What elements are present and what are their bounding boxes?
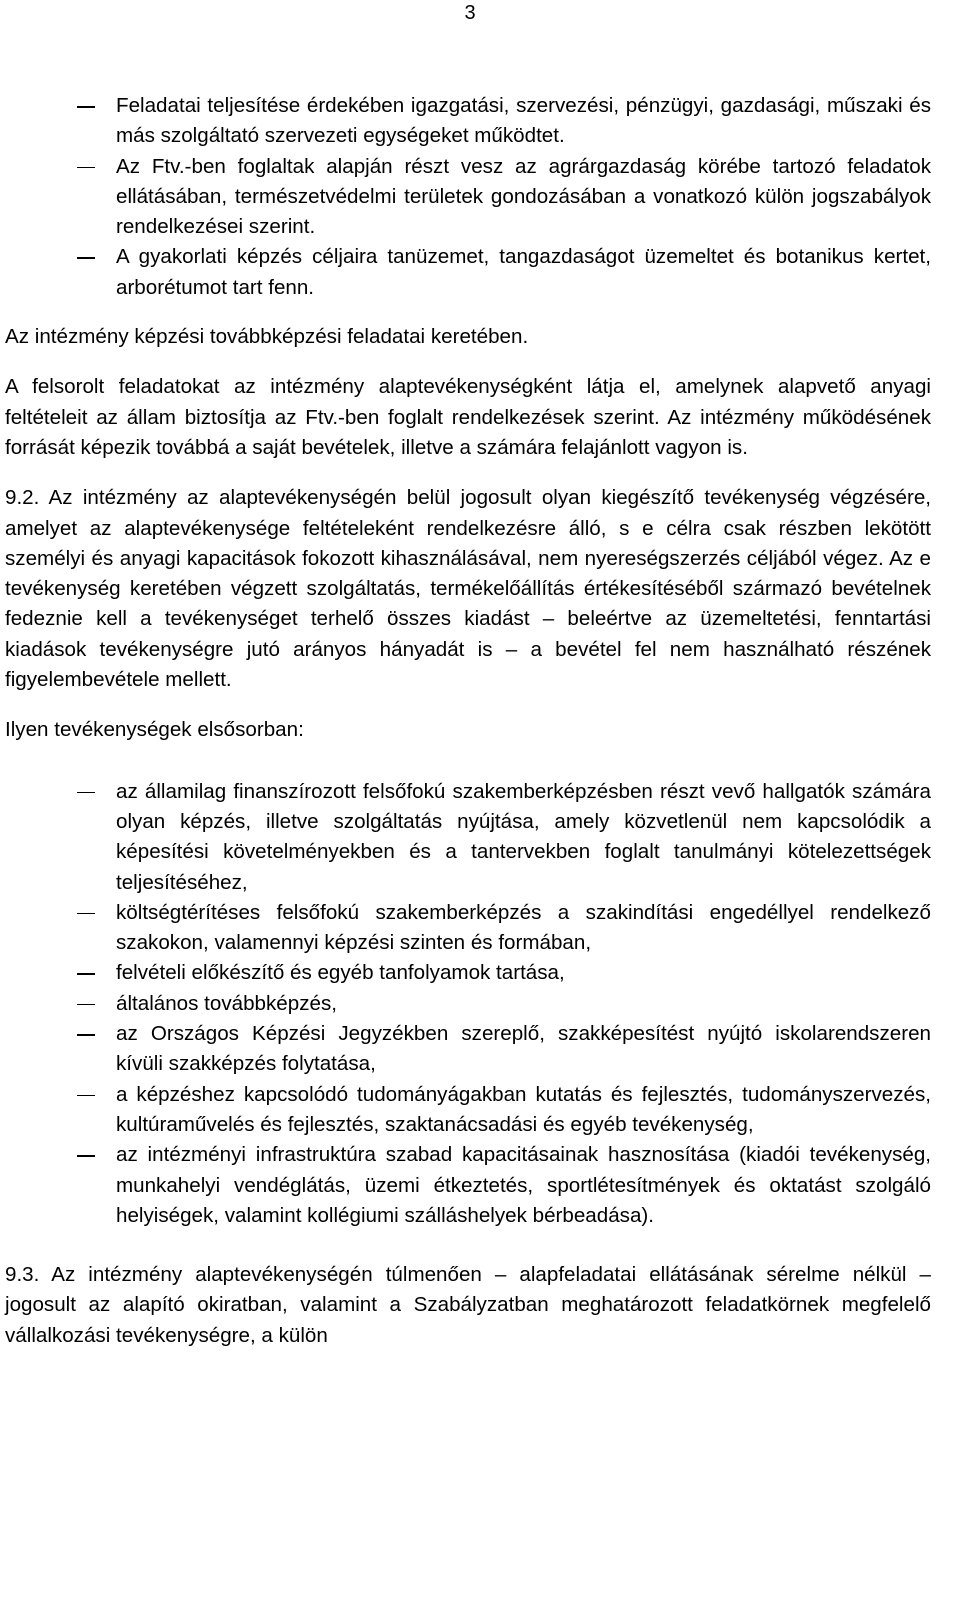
list-item — [0, 989, 960, 1019]
document-body — [0, 91, 960, 1351]
list-item-text: A gyakorlati képzés céljaira tanüzemet, tangazdaságot üzemeltet és botanikus kertet, arborétumot tart fenn. — [116, 245, 931, 299]
list-item — [0, 242, 960, 303]
dash-bullet-icon — [77, 106, 95, 108]
list-item-text: a képzéshez kapcsolódó tudományágakban kutatás és fejlesztés, tudományszervezés, kultúraművelés és fejlesztés, szaktanácsadási és egyéb tevékenység, — [116, 1082, 931, 1136]
dash-bullet-icon — [77, 913, 95, 915]
core-activity-paragraph: A felsorolt feladatokat az intézmény alaptevékenységként látja el, amelynek alapvető anyagi feltételeit az állam biztosítja az Ftv.-ben foglalt rendelkezések szerint. Az intézmény működésének forrását képezik továbbá a saját bevételek, illetve a számára felajánlott vagyon is. — [5, 375, 931, 459]
list-item — [0, 958, 960, 988]
list-item-text: az államilag finanszírozott felsőfokú szakemberképzésben részt vevő hallgatók számára olyan képzés, illetve szolgáltatás nyújtása, amely közvetlenül nem kapcsolódik a képesítési követelményekben és a tantervekben foglalt tanulmányi kötelezettségek teljesítéséhez, — [116, 779, 931, 894]
list-item-text: Az Ftv.-ben foglaltak alapján részt vesz az agrárgazdaság körébe tartozó feladatok ellátásában, természetvédelmi területek gondozásában a vonatkozó külön jogszabályok rendelkezései szerint. — [116, 154, 931, 239]
supplementary-activities-list — [0, 777, 960, 1231]
dash-bullet-icon — [77, 257, 95, 259]
dash-bullet-icon — [77, 1004, 95, 1006]
list-item — [0, 898, 960, 959]
institution-tasks-list — [0, 91, 960, 303]
dash-bullet-icon — [77, 1034, 95, 1036]
list-item-text: általános továbbképzés, — [116, 991, 337, 1015]
list-item — [0, 1080, 960, 1141]
list-item-text: az intézményi infrastruktúra szabad kapacitásainak hasznosítása (kiadói tevékenység, munkahelyi vendéglátás, üzemi étkeztetés, sportlétesítmények és oktatást szolgáló helyiségek, valamint kollégiumi szálláshelyek bérbeadása). — [116, 1143, 931, 1227]
section-9-3-paragraph: 9.3. Az intézmény alaptevékenységén túlmenően – alapfeladatai ellátásának sérelme nélkül – jogosult az alapító okiratban, valamint a Szabályzatban meghatározott feladatkörnek megfelelő vállalkozási tevékenységre, a külön — [5, 1263, 931, 1347]
list-item — [0, 152, 960, 243]
training-tasks-paragraph: Az intézmény képzési továbbképzési feladatai keretében. — [5, 325, 529, 349]
list-item — [0, 91, 960, 152]
list-item — [0, 1019, 960, 1080]
list-item-text: felvételi előkészítő és egyéb tanfolyamok tartása, — [116, 961, 565, 985]
page-number: 3 — [464, 2, 476, 24]
dash-bullet-icon — [77, 167, 95, 169]
activities-intro-paragraph: Ilyen tevékenységek elsősorban: — [5, 718, 304, 742]
dash-bullet-icon — [77, 1155, 95, 1157]
dash-bullet-icon — [77, 792, 95, 794]
list-item-text: Feladatai teljesítése érdekében igazgatási, szervezési, pénzügyi, gazdasági, műszaki és más szolgáltató szervezeti egységeket működtet. — [116, 94, 931, 148]
list-item-text: az Országos Képzési Jegyzékben szereplő, szakképesítést nyújtó iskolarendszeren kívüli szakképzés folytatása, — [116, 1022, 931, 1076]
list-item — [0, 1140, 960, 1231]
list-item-text: költségtérítéses felsőfokú szakemberképzés a szakindítási engedéllyel rendelkező szakokon, valamennyi képzési szinten és formában, — [116, 900, 931, 955]
section-9-2-paragraph: 9.2. Az intézmény az alaptevékenységén belül jogosult olyan kiegészítő tevékenység végzésére, amelyet az alaptevékenysége feltételeként rendelkezésre álló, s e célra csak részben lekötött személyi és anyagi kapacitások fokozott kihasználásával, nem nyereségszerzés céljából végez. Az e tevékenység keretében végzett szolgáltatás, termékelőállítás értékesítéséből származó bevételnek fedeznie kell a tevékenységet terhelő összes kiadást – beleértve az üzemeltetési, fenntartási kiadások tevékenységre jutó arányos hányadát is – a bevétel fel nem használható részének figyelembevétele mellett. — [5, 486, 931, 692]
list-item — [0, 777, 960, 898]
dash-bullet-icon — [77, 973, 95, 975]
dash-bullet-icon — [77, 1095, 95, 1097]
